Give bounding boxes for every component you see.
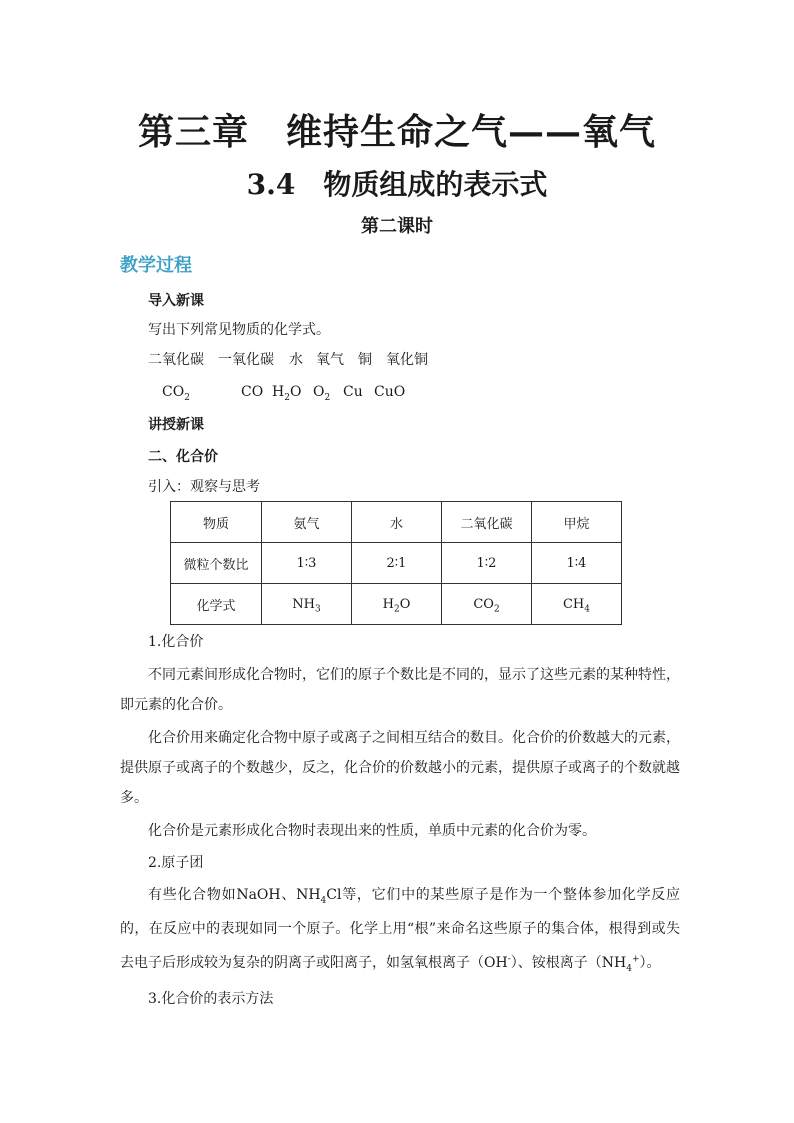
table-cell: $CO_2$ (442, 584, 532, 625)
formula: NaOH (236, 887, 281, 903)
text-run: 有些化合物如 (148, 887, 237, 903)
topic-heading: 二、化合价 (148, 449, 218, 465)
table-cell: 1∶2 (442, 543, 532, 584)
formula: $CO_2$ (162, 384, 190, 403)
formula: CO (241, 384, 264, 400)
subheading-valence: 1.化合价 (148, 634, 204, 650)
table-row (171, 502, 622, 543)
observation-table (170, 501, 622, 625)
section-title: 3.4 物质组成的表示式 (246, 168, 548, 201)
text-run: ）。 (639, 955, 661, 971)
lead-text: 引入：观察与思考 (148, 479, 260, 495)
table-cell: 1∶3 (262, 543, 352, 584)
lecture-heading: 讲授新课 (148, 417, 204, 433)
paragraph: 化合价用来确定化合物中原子或离子之间相互结合的数目。化合价的价数越大的元素，提供原子或离子的个数越少，反之，化合价的价数越小的元素，提供原子或离子的个数就越多。 (120, 730, 680, 806)
lesson-label: 第二课时 (361, 216, 433, 237)
section-heading: 教学过程 (120, 255, 192, 276)
substance-name: 一氧化碳 (218, 352, 274, 368)
paragraph-radical (120, 878, 680, 980)
substance-name: 氧气 (316, 352, 344, 368)
page-title: 第三章 维持生命之气——氧气 (137, 111, 656, 153)
table-row (171, 584, 622, 625)
table-cell: $CH_4$ (532, 584, 622, 625)
table-cell: $H_2O$ (352, 584, 442, 625)
ion-formula: OH- (484, 954, 511, 971)
ion-formula: $NH_4^+$ (601, 954, 640, 974)
table-cell: 二氧化碳 (442, 502, 532, 543)
substance-name: 二氧化碳 (148, 352, 204, 368)
subheading-notation: 3.化合价的表示方法 (148, 991, 274, 1007)
table-row (171, 543, 622, 584)
intro-heading: 导入新课 (148, 293, 204, 309)
table-cell: $NH_3$ (262, 584, 352, 625)
text-run: ）、铵根离子（ (510, 955, 602, 971)
text-run: 等，它们中的某些原子是作为一个整体参加化学反应的，在反应中的表现如同一个原子。化学上用“根”来命名这些原子的集合体，根得到或失去电子后形成较为复杂的阴离子或阳离子，如氢氧根离子（ (120, 887, 681, 971)
formula: $O_2$ (313, 384, 331, 403)
table-cell: 水 (352, 502, 442, 543)
subheading-radical: 2.原子团 (148, 855, 204, 871)
substance-name: 铜 (358, 352, 372, 368)
table-cell: 化学式 (171, 584, 262, 625)
intro-prompt: 写出下列常见物质的化学式。 (148, 322, 330, 338)
paragraph: 化合价是元素形成化合物时表现出来的性质，单质中元素的化合价为零。 (148, 823, 596, 839)
paragraph: 不同元素间形成化合物时，它们的原子个数比是不同的，显示了这些元素的某种特性，即元素的化合价。 (120, 667, 680, 713)
formula: $NH_4Cl$ (296, 887, 342, 906)
table-cell: 物质 (171, 502, 262, 543)
text-run: 、 (280, 887, 297, 903)
substance-name: 水 (289, 352, 303, 368)
formula: CuO (374, 384, 406, 400)
table-cell: 2∶1 (352, 543, 442, 584)
table-cell: 氨气 (262, 502, 352, 543)
table-cell: 甲烷 (532, 502, 622, 543)
formula: Cu (343, 384, 363, 400)
substance-name: 氧化铜 (386, 352, 428, 368)
table-cell: 1∶4 (532, 543, 622, 584)
formula: $H_2O$ (272, 384, 302, 403)
table-cell: 微粒个数比 (171, 543, 262, 584)
